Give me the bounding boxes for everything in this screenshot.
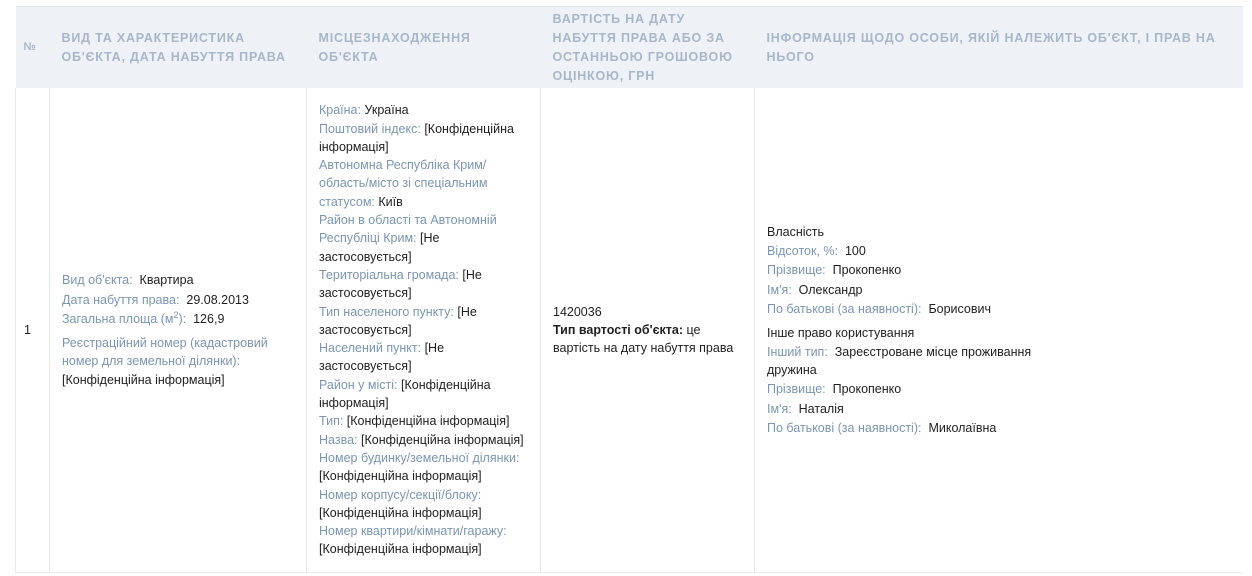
location-item [319, 431, 528, 449]
object-type-value: Квартира [139, 273, 194, 288]
other-right-type: Інше право користування [767, 326, 915, 341]
location-item-label: Тип: [319, 414, 344, 429]
registration-number-label: Реєстраційний номер (кадастровий номер для земельної ділянки): [62, 336, 268, 369]
location-item-value: [Конфіденційна інформація] [319, 505, 482, 520]
location-item-value: [Конфіденційна інформація] [319, 121, 514, 154]
location-item [319, 339, 528, 376]
user-name-value: Наталія [798, 401, 844, 416]
location-item [319, 303, 528, 340]
location-item-value: [Не застосовується] [319, 267, 482, 301]
location-item-value: [Конфіденційна інформація] [360, 432, 524, 447]
area-value: 126,9 [193, 311, 225, 326]
location-item-value: [Не застосовується] [319, 231, 440, 264]
location-item-value: [Конфіденційна інформація] [319, 469, 482, 484]
owner-name-value: Олександр [798, 282, 863, 297]
user-patronymic-label: По батькові (за наявності): [767, 420, 922, 435]
relation-value: дружина [767, 362, 817, 377]
location-item-label: Поштовий індекс: [319, 121, 421, 136]
location-item-label: Номер квартири/кімнати/гаражу: [319, 524, 507, 539]
owner-surname-label: Прізвище: [767, 263, 826, 278]
acquired-date-value: 29.08.2013 [186, 293, 249, 308]
area-label: Загальна площа (м [62, 311, 174, 326]
value-kind-value: це вартість на дату набуття права [553, 322, 734, 356]
location-item-label: Тип населеного пункту: [319, 304, 454, 319]
header-number: № [16, 7, 50, 89]
location-item-value: Україна [364, 103, 409, 118]
location-item [319, 486, 528, 523]
share-value: 100 [844, 244, 866, 259]
location-item [319, 156, 528, 211]
value-amount: 1420036 [553, 304, 602, 319]
ownership-right-type: Власність [767, 224, 825, 239]
header-owner: ІНФОРМАЦІЯ ЩОДО ОСОБИ, ЯКІЙ НАЛЕЖИТЬ ОБ'ЄКТ, І ПРАВ НА НЬОГО [755, 7, 1243, 89]
location-item [319, 120, 528, 157]
location-item [319, 449, 528, 486]
location-item [319, 412, 528, 430]
acquired-date-label: Дата набуття права: [62, 293, 180, 308]
object-type-label: Вид об'єкта: [62, 273, 133, 288]
user-surname-label: Прізвище: [767, 382, 826, 397]
location-item-label: Населений пункт: [319, 341, 422, 356]
location-item-label: Номер корпусу/секції/блоку: [319, 487, 482, 502]
location-item [319, 101, 528, 119]
owner-patronymic-label: По батькові (за наявності): [767, 302, 922, 317]
location-item-value: [Конфіденційна інформація] [319, 542, 482, 557]
area-label-superscript: 2 [173, 309, 179, 320]
value-cell [541, 88, 755, 573]
value-kind-label: Тип вартості об'єкта: [553, 322, 683, 337]
object-cell [50, 88, 307, 573]
location-item [319, 522, 528, 559]
owner-patronymic-value: Борисович [928, 302, 992, 317]
header-value: ВАРТІСТЬ НА ДАТУ НАБУТТЯ ПРАВА АБО ЗА ОСТАННЬОЮ ГРОШОВОЮ ОЦІНКОЮ, ГРН [541, 7, 755, 89]
location-item [319, 211, 528, 266]
location-item-label: Район у місті: [319, 377, 398, 392]
user-patronymic-value: Миколаївна [928, 420, 997, 435]
location-item [319, 266, 528, 303]
location-item-value: [Не застосовується] [319, 341, 445, 374]
registration-number-value: [Конфіденційна інформація] [62, 372, 225, 387]
user-surname-value: Прокопенко [832, 382, 902, 397]
owner-cell [755, 88, 1243, 573]
location-cell [307, 88, 541, 573]
table-row [16, 88, 1243, 573]
location-item-value: [Конфіденційна інформація] [346, 414, 510, 429]
other-type-value: Зареєстроване місце проживання [834, 344, 1032, 359]
location-list [319, 101, 528, 558]
location-item-value: [Не застосовується] [319, 304, 477, 337]
location-item-label: Номер будинку/земельної ділянки: [319, 450, 520, 465]
table-header-row [16, 7, 1243, 89]
location-item [319, 376, 528, 413]
location-item-label: Країна: [319, 103, 361, 118]
location-item-label: Територіальна громада: [319, 267, 459, 282]
owner-surname-value: Прокопенко [832, 263, 902, 278]
location-item-label: Автономна Республіка Крим/ область/місто зі спеціальним статусом: [319, 158, 488, 209]
owner-name-label: Ім'я: [767, 282, 792, 297]
other-type-label: Інший тип: [767, 344, 828, 359]
location-item-label: Район в області та Автономній Республіці Крим: [319, 213, 497, 246]
location-item-value: Київ [378, 194, 403, 209]
user-name-label: Ім'я: [767, 401, 792, 416]
declaration-table-container [15, 6, 1242, 576]
share-label: Відсоток, %: [767, 244, 839, 259]
location-item-label: Назва: [319, 432, 358, 447]
area-label-end: ): [178, 311, 187, 326]
header-object-type: ВИД ТА ХАРАКТЕРИСТИКА ОБ'ЄКТА, ДАТА НАБУТТЯ ПРАВА [50, 7, 307, 89]
location-item-value: [Конфіденційна інформація] [319, 377, 491, 411]
header-location: МІСЦЕЗНАХОДЖЕННЯ ОБ'ЄКТА [307, 7, 541, 89]
real-estate-table [15, 6, 1243, 573]
row-number: 1 [16, 88, 50, 573]
